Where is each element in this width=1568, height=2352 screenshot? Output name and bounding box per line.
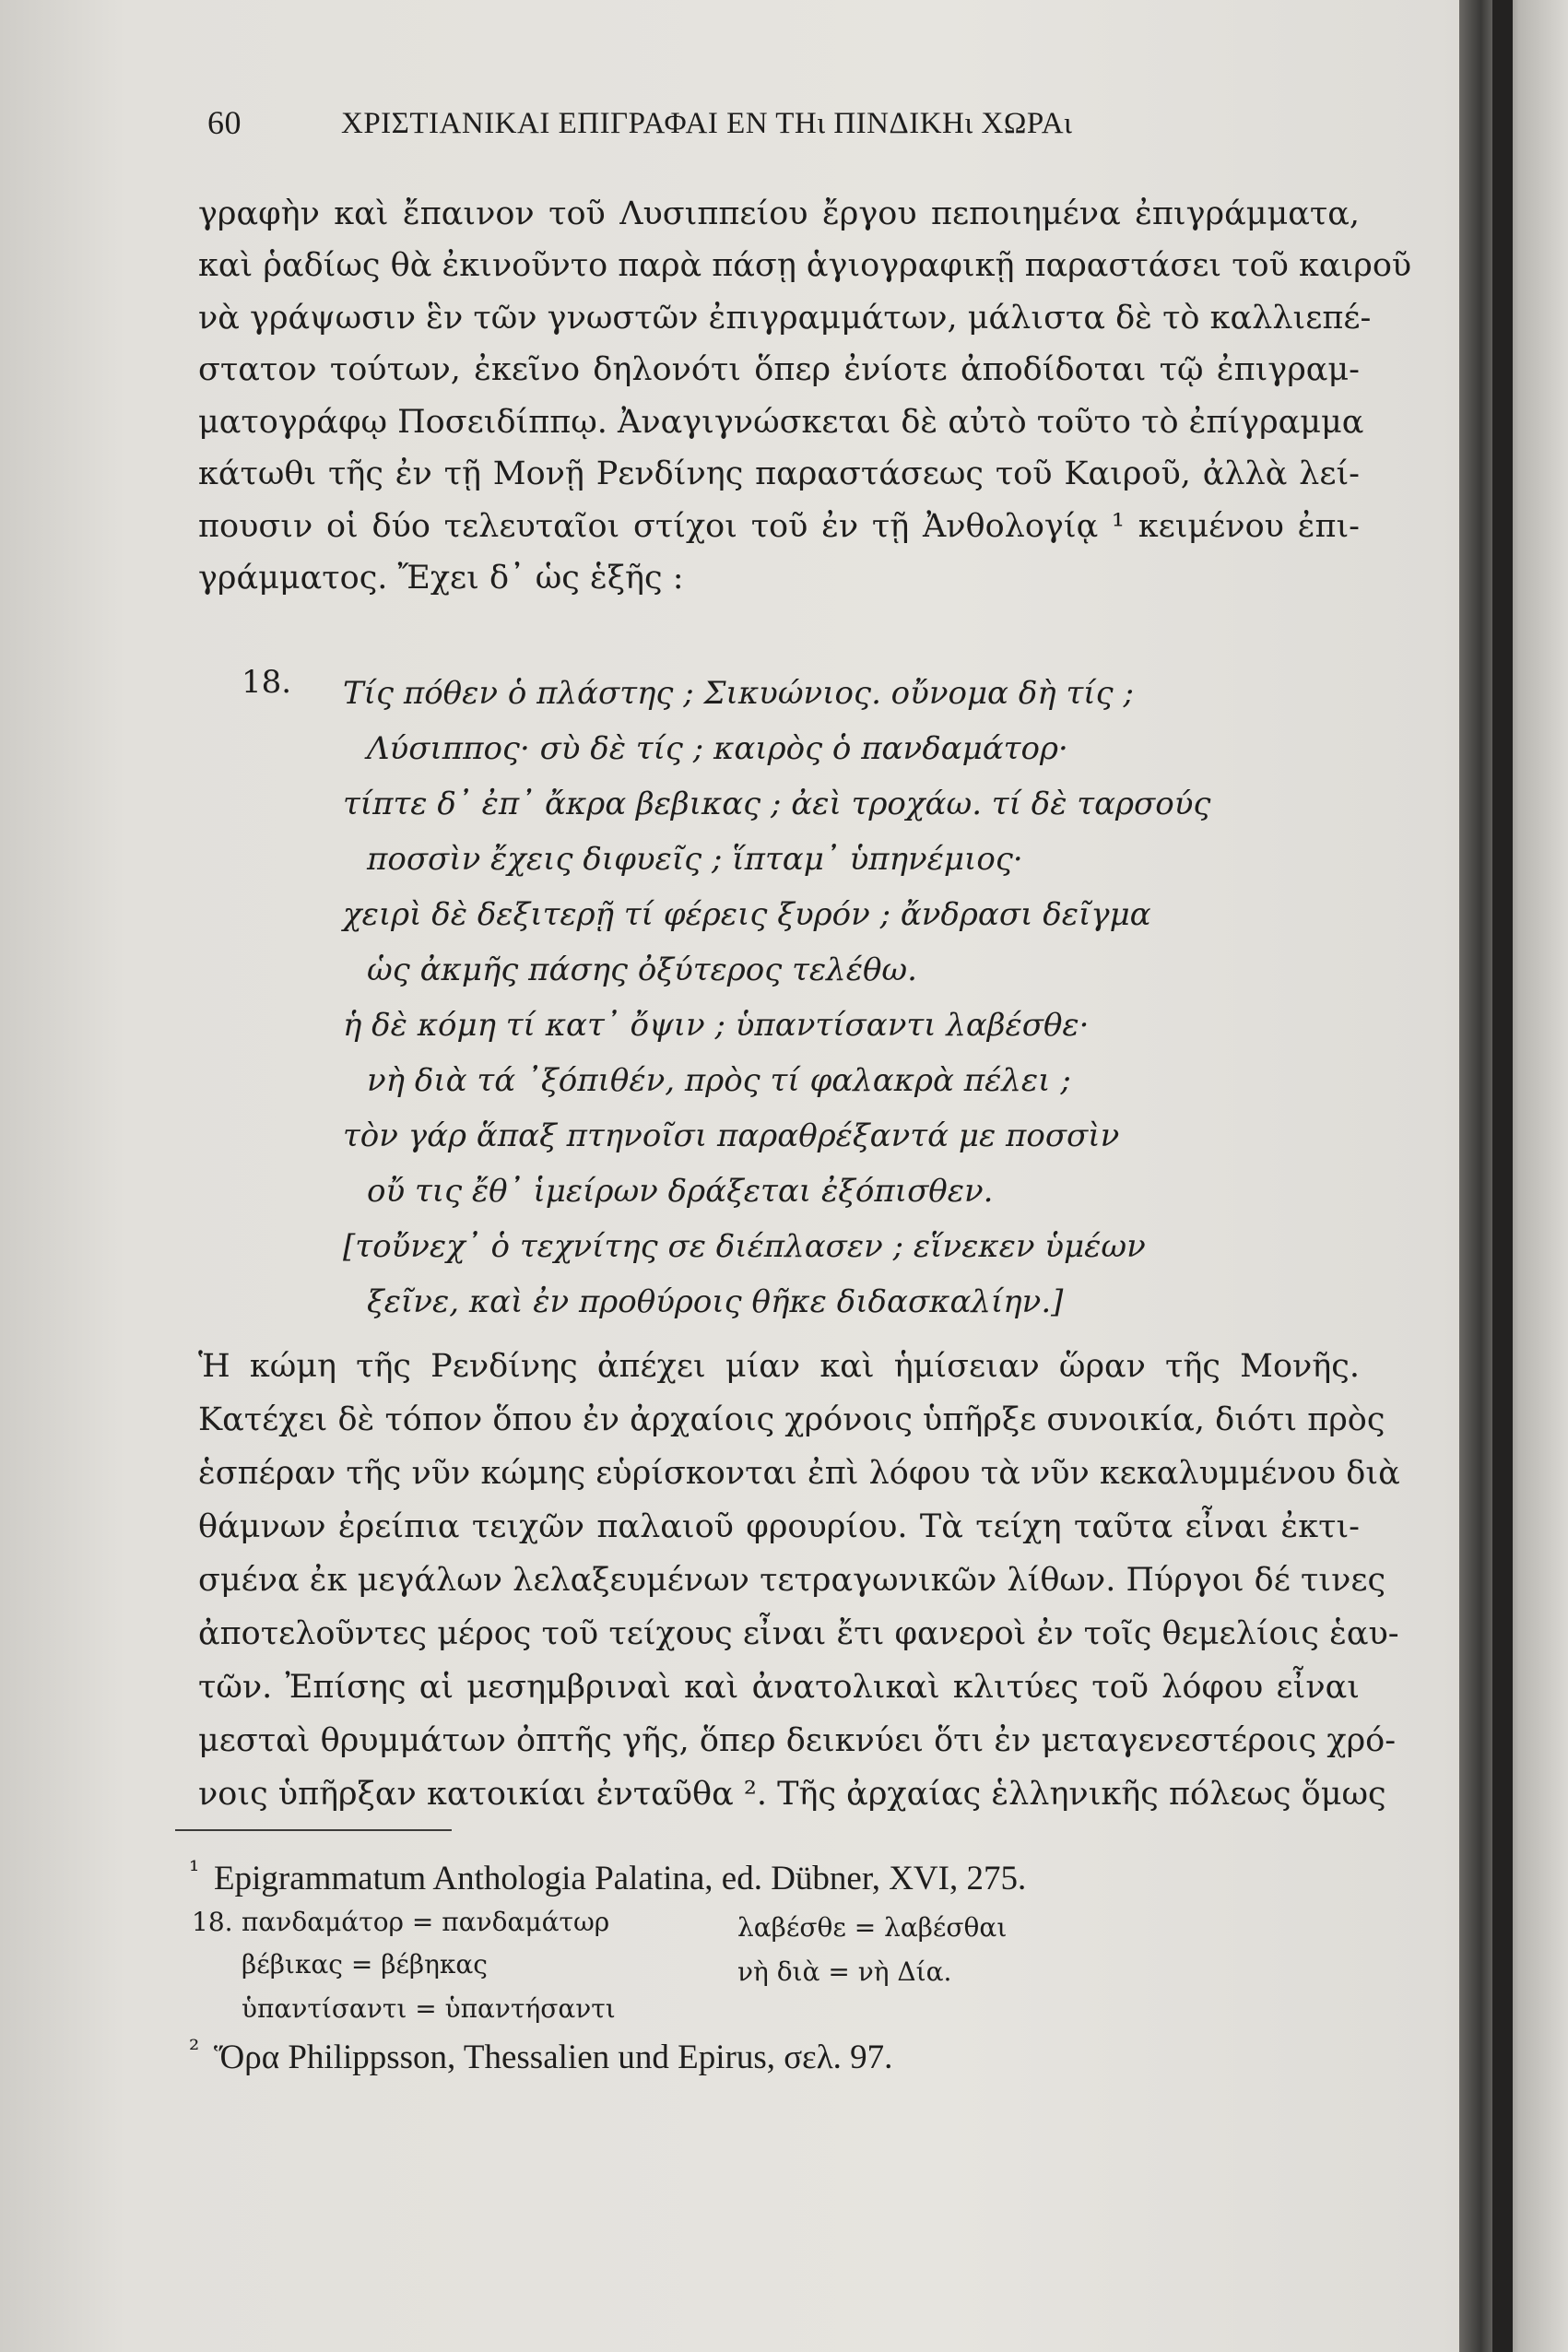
footnote-note: ὑπαντίσαντι = ὑπαντήσαντι — [242, 1993, 616, 2024]
text-line: μεσταὶ θρυμμάτων ὀπτῆς γῆς, ὅπερ δεικνύει ὅτι ἐν μεταγενεστέροις χρό- — [198, 1722, 1397, 1759]
text-line: τῶν. Ἐπίσης αἱ μεσημβριναὶ καὶ ἀνατολικαὶ κλιτύες τοῦ λόφου εἶναι — [198, 1669, 1360, 1706]
running-head: ΧΡΙΣΤΙΑΝΙΚΑΙ ΕΠΙΓΡΑΦΑΙ ΕΝ ΤΗι ΠΙΝΔΙΚΗι ΧΩΡΑι — [341, 107, 1073, 140]
footnote-note-number: 18. — [192, 1907, 233, 1937]
text-line: κάτωθι τῆς ἐν τῇ Μονῇ Ρενδίνης παραστάσεως τοῦ Καιροῦ, ἀλλὰ λεί- — [198, 455, 1360, 492]
footnote-text: Epigrammatum Anthologia Palatina, ed. Dübner, XVI, 275. — [214, 1860, 1027, 1897]
footnote-note: νὴ διὰ = νὴ Δία. — [737, 1956, 952, 1987]
epigram-number: 18. — [242, 664, 292, 701]
verse-line: νὴ διὰ τά ᾽ξόπιθέν, πρὸς τί φαλακρὰ πέλει ; — [367, 1062, 1071, 1099]
text-line: ματογράφῳ Ποσειδίππῳ. Ἀναγιγνώσκεται δὲ αὐτὸ τοῦτο τὸ ἐπίγραμμα — [198, 404, 1364, 441]
text-line: ἀποτελοῦντες μέρος τοῦ τείχους εἶναι ἔτι φανεροὶ ἐν τοῖς θεμελίοις ἑαυ- — [198, 1615, 1399, 1652]
book-binding-shadow — [1492, 0, 1513, 2352]
verse-line: Τίς πόθεν ὁ πλάστης ; Σικυώνιος. οὔνομα δὴ τίς ; — [343, 675, 1134, 712]
text-line: Ἡ κώμη τῆς Ρενδίνης ἀπέχει μίαν καὶ ἡμίσειαν ὥραν τῆς Μονῆς. — [198, 1348, 1360, 1385]
text-line: στατον τούτων, ἐκεῖνο δηλονότι ὅπερ ἐνίοτε ἀποδίδοται τῷ ἐπιγραμ- — [198, 351, 1360, 388]
footnote-divider — [175, 1829, 452, 1831]
footnote-note: λαβέσθε = λαβέσθαι — [737, 1912, 1008, 1943]
page-number: 60 — [207, 104, 242, 141]
footnote-marker: ¹ — [189, 1855, 200, 1885]
footnote-text: Ὅρα Philippsson, Thessalien und Epirus, σελ. 97. — [214, 2039, 893, 2076]
verse-line: ὡς ἀκμῆς πάσης ὀξύτερος τελέθω. — [367, 951, 917, 988]
text-line: νὰ γράψωσιν ἓν τῶν γνωστῶν ἐπιγραμμάτων, μάλιστα δὲ τὸ καλλιεπέ- — [198, 300, 1372, 337]
page-header — [207, 103, 1267, 159]
book-binding-edge — [1459, 0, 1568, 2352]
verse-line: οὔ τις ἔθ᾽ ἱμείρων δράξεται ἐξόπισθεν. — [367, 1173, 994, 1210]
text-line: γράμματος. Ἔχει δ᾽ ὡς ἑξῆς : — [198, 560, 684, 597]
text-line: καὶ ῥαδίως θὰ ἐκινοῦντο παρὰ πάσῃ ἁγιογραφικῇ παραστάσει τοῦ καιροῦ — [198, 247, 1412, 284]
text-line: Κατέχει δὲ τόπον ὅπου ἐν ἀρχαίοις χρόνοις ὑπῆρξε συνοικία, διότι πρὸς — [198, 1401, 1385, 1438]
footnote-note: βέβικας = βέβηκας — [242, 1949, 488, 1980]
verse-line: ποσσὶν ἔχεις διφυεῖς ; ἵπταμ᾽ ὑπηνέμιος· — [367, 841, 1023, 878]
footnote-note: πανδαμάτορ = πανδαμάτωρ — [242, 1907, 610, 1937]
verse-line: χειρὶ δὲ δεξιτερῇ τί φέρεις ξυρόν ; ἄνδρασι δεῖγμα — [343, 896, 1151, 933]
footnote-marker: ² — [189, 2034, 200, 2064]
verse-line: ξεῖνε, καὶ ἐν προθύροις θῆκε διδασκαλίην.] — [367, 1283, 1064, 1320]
text-line: σμένα ἐκ μεγάλων λελαξευμένων τετραγωνικῶν λίθων. Πύργοι δέ τινες — [198, 1562, 1386, 1599]
text-line: νοις ὑπῆρξαν κατοικίαι ἐνταῦθα ². Τῆς ἀρχαίας ἑλληνικῆς πόλεως ὅμως — [198, 1776, 1386, 1813]
verse-line: Λύσιππος· σὺ δὲ τίς ; καιρὸς ὁ πανδαμάτορ· — [367, 730, 1068, 767]
verse-line: τίπτε δ᾽ ἐπ᾽ ἄκρα βεβικας ; ἀεὶ τροχάω. τί δὲ ταρσούς — [343, 786, 1211, 822]
text-line: θάμνων ἐρείπια τειχῶν παλαιοῦ φρουρίου. Τὰ τείχη ταῦτα εἶναι ἐκτι- — [198, 1508, 1360, 1545]
text-line: πουσιν οἱ δύο τελευταῖοι στίχοι τοῦ ἐν τῇ Ἀνθολογίᾳ ¹ κειμένου ἐπι- — [198, 508, 1360, 545]
text-line: γραφὴν καὶ ἔπαινον τοῦ Λυσιππείου ἔργου πεποιημένα ἐπιγράμματα, — [198, 195, 1360, 232]
verse-line: τὸν γάρ ἅπαξ πτηνοῖσι παραθρέξαντά με ποσσὶν — [343, 1117, 1120, 1154]
verse-line: [τοὔνεχ᾽ ὁ τεχνίτης σε διέπλασεν ; εἵνεκεν ὑμέων — [343, 1228, 1146, 1265]
verse-line: ἡ δὲ κόμη τί κατ᾽ ὄψιν ; ὑπαντίσαντι λαβέσθε· — [343, 1007, 1090, 1044]
text-line: ἑσπέραν τῆς νῦν κώμης εὑρίσκονται ἐπὶ λόφου τὰ νῦν κεκαλυμμένου διὰ — [198, 1455, 1400, 1492]
